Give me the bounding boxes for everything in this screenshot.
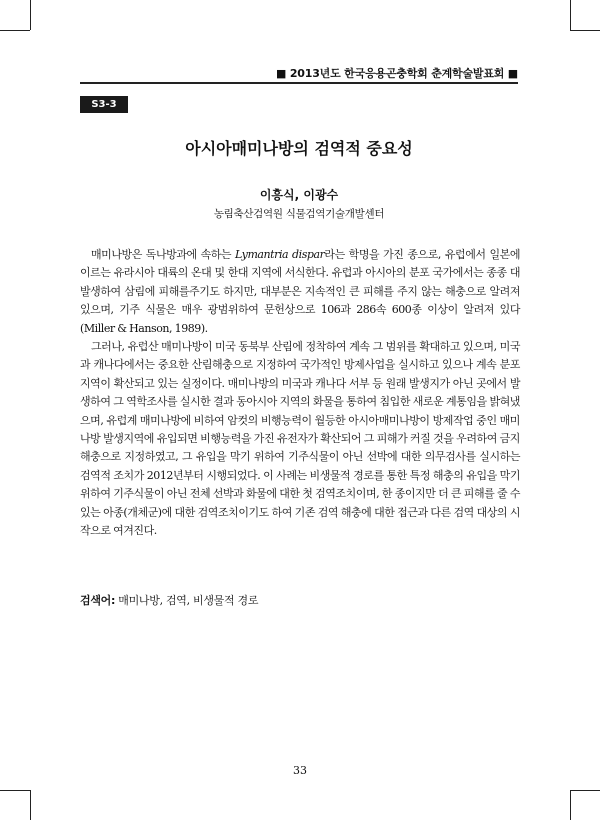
authors: 이흥식, 이광수 [259,188,339,202]
crop-mark [570,790,571,820]
keywords-text: 매미나방, 검역, 비생물적 경로 [118,594,259,607]
affiliation: 농림축산검역원 식물검역기술개발센터 [213,208,385,220]
keywords [80,592,520,608]
crop-mark [30,790,31,820]
abstract-paragraph [80,246,520,338]
abstract-text: 매미나방은 독나방과에 속하는 [91,248,236,261]
abstract-body [80,246,520,541]
crop-mark [0,790,30,791]
crop-mark [0,30,30,31]
crop-mark [570,790,600,791]
abstract-text: 라는 학명을 가진 종으로, 유럽에서 일본에 이르는 유라시아 대륙의 온대 및 한대 지역에 서식한다. 유럽과 아시아의 분포 국가에서는 종종 대발생하여 삼림에 피해를주기도 하지만, 대부분은 지속적인 큰 피해를 주지 않는 해충으로 알려져 있으며, 기주 식물은 매우 광범위하여 문헌상으로 106과 286속 600종 이상이 알려져 있다(Miller & Hanson, 1989). [80,248,520,335]
page-number: 33 [293,764,307,777]
running-header: ■ 2013년도 한국응용곤충학회 춘계학술발표회 ■ [276,67,518,80]
abstract-paragraph: 그러나, 유럽산 매미나방이 미국 동북부 산림에 정착하여 계속 그 범위를 확대하고 있으며, 미국과 캐나다에서는 중요한 산림해충으로 지정하여 국가적인 방제사업을 실시하고 있으나 계속 분포지역이 확산되고 있는 실정이다. 매미나방의 미국과 캐나다 서부 등 원래 발생지가 아닌 곳에서 발생하여 그 역학조사를 실시한 결과 동아시아 지역의 화물을 통하여 침입한 새로운 계통임을 밝혀냈으며, 유럽계 매미나방에 비하여 암컷의 비행능력이 월등한 아시아매미나방이 방제작업 중인 매미나방 발생지역에 유입되면 비행능력을 가진 유전자가 확산되어 그 피해가 커질 것을 우려하여 금지해충으로 지정하였고, 그 유입을 막기 위하여 기주식물이 아닌 선박에 대한 의무검사를 실시하는 검역적 조치가 2012년부터 시행되었다. 이 사례는 비생물적 경로를 통한 특정 해충의 유입을 막기 위하여 기주식물이 아닌 전체 선박과 화물에 대한 첫 검역조치이며, 한 종이지만 더 큰 피해를 줄 수 있는 아종(개체군)에 대한 검역조치이기도 하여 기존 검역 해충에 대한 접근과 다른 검역 대상의 시작으로 여겨진다. [80,340,520,538]
crop-mark [570,0,571,30]
species-name: Lymantria dispar [235,248,325,261]
paper-title: 아시아매미나방의 검역적 중요성 [185,139,413,158]
keywords-label: 검색어: [80,594,116,607]
header-rule [80,82,518,84]
session-badge: S3-3 [80,96,128,113]
crop-mark [570,30,600,31]
crop-mark [30,0,31,30]
